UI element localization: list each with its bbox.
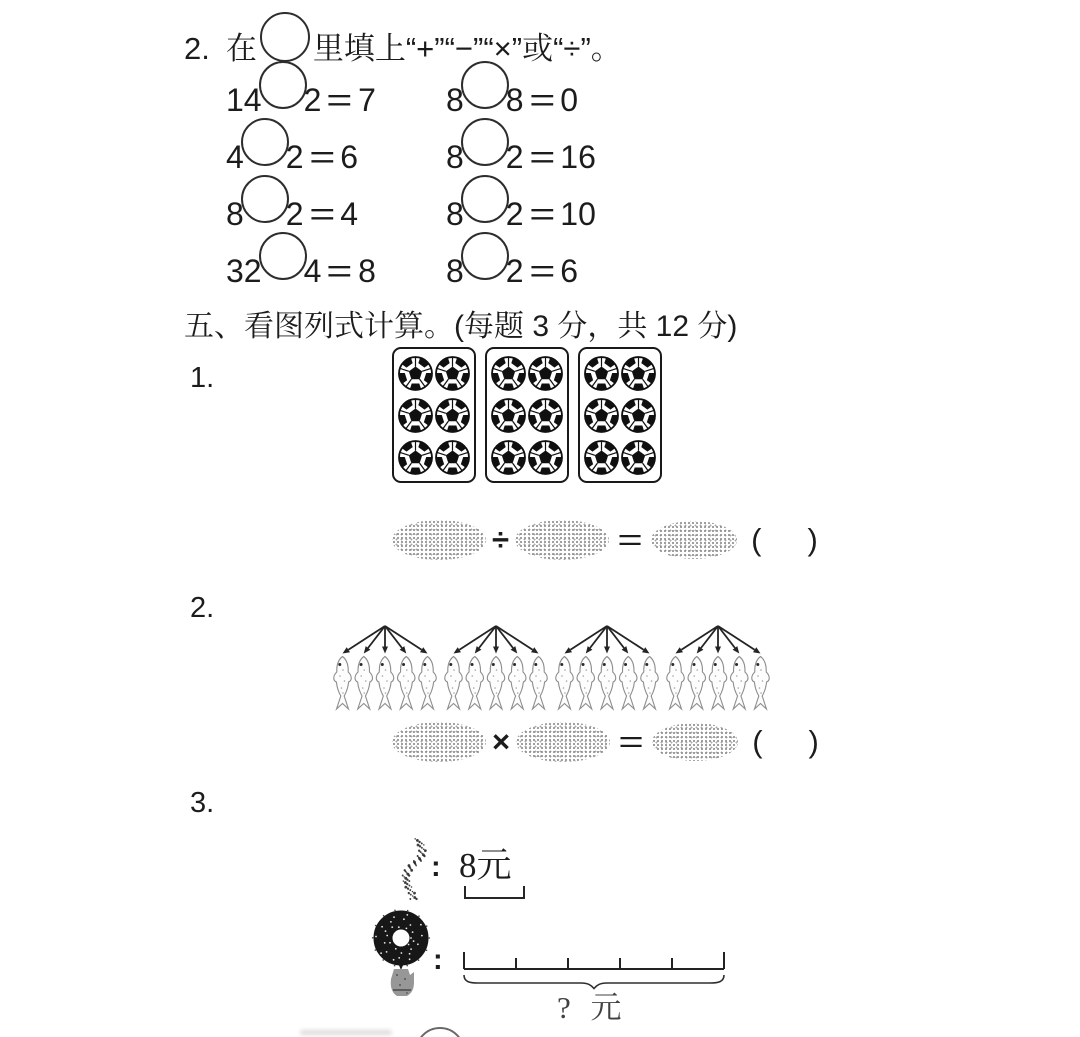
ball-box [392,347,476,483]
equals-sign: = [528,253,556,289]
soccer-ball-icon [583,439,620,476]
subquestion-2-label: 2. [190,592,215,624]
operator-blank-circle [260,12,310,62]
equals-sign: = [528,82,556,118]
paren-open: ( [752,724,763,759]
soccer-ball-icon [490,355,527,392]
soccer-ball-icon [490,439,527,476]
soccer-ball-icon [620,355,657,392]
fish-bundles [332,622,771,718]
subquestion-1-label: 1. [190,362,215,394]
equals-sign: = [326,253,353,289]
answer-blank-oval [392,722,486,762]
equation [446,60,596,116]
fish-bundle [443,622,549,718]
operand-right: 2 [505,253,524,289]
question-number: 2. [184,31,210,67]
section-title: 五、看图列式计算。 [184,310,454,343]
operator-blank-circle [259,232,307,280]
soccer-ball-icon [397,397,434,434]
result: 6 [340,139,359,175]
unit-length-bracket [464,886,525,899]
answer-line-2 [392,722,819,762]
operand-right: 2 [505,196,524,232]
fish-bundle [332,622,438,718]
soccer-ball-icon [397,355,434,392]
paren-close: ) [808,724,819,759]
equation [226,117,446,173]
question-2-header [184,12,622,67]
equals-sign: = [326,82,353,118]
equation [226,174,446,230]
price-colon: : [433,944,443,976]
equals-sign: = [528,139,556,175]
operand-left: 8 [446,253,464,289]
equals-sign: = [618,724,644,759]
next-question-circle-partial [415,1027,465,1037]
soccer-ball-icon [434,439,471,476]
soccer-ball-icon [490,397,527,434]
ball-box [485,347,569,483]
equation [446,231,596,287]
soccer-ball-icon [397,439,434,476]
equation-grid [226,60,596,287]
operand-right: 2 [303,82,322,118]
operand-right: 2 [285,139,304,175]
operator-blank-circle [241,175,289,223]
divide-operator: ÷ [492,522,510,557]
donut-icon [371,905,433,1010]
unknown-price-label: ? 元 [557,990,628,1025]
soccer-ball-icon [527,355,564,392]
operand-left: 8 [446,82,464,118]
soccer-ball-icon [527,439,564,476]
result: 16 [560,139,596,175]
operand-left: 8 [446,139,464,175]
answer-line-1 [392,520,818,560]
prompt-text-before: 在 [225,31,257,67]
result: 4 [340,196,359,232]
operand-left: 8 [226,196,244,232]
operand-right: 2 [505,139,524,175]
item1-price: 8元 [459,846,512,885]
operator-blank-circle [461,61,509,109]
answer-blank-oval [516,722,610,762]
result: 6 [560,253,579,289]
subquestion-3-label: 3. [190,787,215,819]
operator-blank-circle [259,61,307,109]
fish-bundle [554,622,660,718]
print-artifact [300,1030,392,1035]
equals-sign: = [617,522,643,557]
soccer-ball-icon [527,397,564,434]
equals-sign: = [308,196,336,232]
paren-close: ) [807,522,818,557]
operand-right: 2 [285,196,304,232]
result: 7 [358,82,376,118]
price-colon: : [431,851,441,883]
operand-right: 8 [505,82,524,118]
result: 8 [358,253,376,289]
equals-sign: = [528,196,556,232]
operand-left: 8 [446,196,464,232]
ball-box [578,347,662,483]
soccer-ball-icon [620,439,657,476]
answer-blank-oval [651,521,737,559]
paren-open: ( [751,522,762,557]
soccer-ball-icon [434,397,471,434]
operator-blank-circle [461,175,509,223]
fish-bundle [665,622,771,718]
soccer-ball-icon [583,397,620,434]
soccer-ball-icon [583,355,620,392]
equals-sign: = [308,139,336,175]
answer-blank-oval [392,520,486,560]
answer-blank-oval [652,723,738,761]
result: 0 [560,82,579,118]
soccer-ball-boxes [392,347,662,483]
operator-blank-circle [461,118,509,166]
cucumber-icon [396,836,430,909]
answer-blank-oval [515,520,609,560]
equation [446,117,596,173]
operator-blank-circle [461,232,509,280]
prompt-text-after: 里填上“+”“−”“×”或“÷”。 [312,31,622,67]
result: 10 [560,196,596,232]
equation [226,231,446,287]
operand-left: 14 [226,82,262,118]
section-score-note: (每题 3 分，共 12 分) [454,310,738,343]
operand-left: 4 [226,139,244,175]
multiply-operator: × [492,724,511,759]
equation [446,174,596,230]
operand-right: 4 [303,253,322,289]
operand-left: 32 [226,253,262,289]
section-5-header [184,301,737,345]
soccer-ball-icon [434,355,471,392]
operator-blank-circle [241,118,289,166]
soccer-ball-icon [620,397,657,434]
equation [226,60,446,116]
